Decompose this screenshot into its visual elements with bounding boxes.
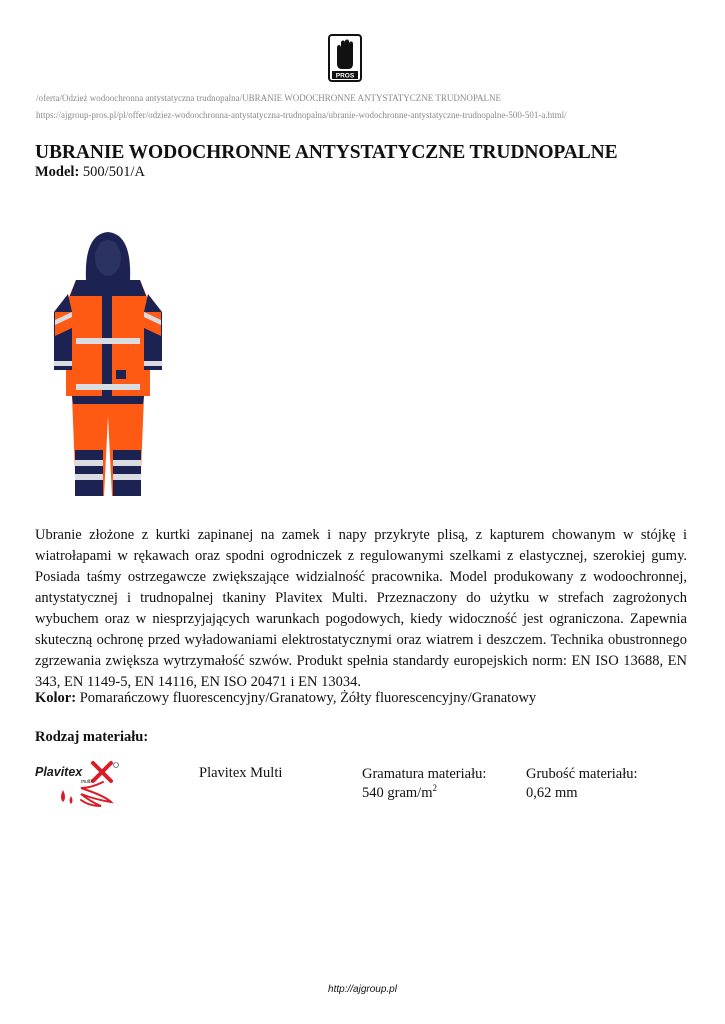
product-title: UBRANIE WODOCHRONNE ANTYSTATYCZNE TRUDNOPALNE (35, 142, 618, 163)
material-weight (362, 765, 486, 803)
product-image (50, 228, 166, 498)
plavitex-logo-text: Plavitex (35, 765, 83, 779)
material-weight-unit-sup: 2 (432, 783, 437, 794)
plavitex-logo-sub: multi (81, 779, 92, 785)
color-line (35, 690, 536, 707)
breadcrumb-path[interactable]: /oferta/Odzież wodoochronna antystatyczna trudnopalna/UBRANIE WODOCHRONNE ANTYSTATYCZNE TRUDNOPALNE (36, 93, 502, 103)
material-thickness (526, 765, 638, 803)
breadcrumb-url[interactable]: https://ajgroup-pros.pl/pl/offer/odziez-wodoochronna-antystatyczna-trudnopalna/ubranie-wodochronne-antystatyczne-trudnopalne-500-501-a.html/ (36, 110, 567, 120)
pros-logo-text: PROS (335, 72, 355, 80)
product-description: Ubranie złożone z kurtki zapinanej na zamek i napy przykryte plisą, z kapturem chowanym w stójkę i wiatrołapami w rękawach oraz spodni ogrodniczek z regulowanymi szelkami z elastycznej, szerokiej gumy. Posiada taśmy ostrzegawcze zwiększające widzialność pracownika. Model produkowany z wodoochronnej, antystatycznej i trudnopalnej tkaniny Plavitex Multi. Przeznaczony do użytku w strefach zagrożonych wybuchem oraz w niesprzyjających warunkach pogodowych, kiedy widoczność jest ograniczona. Zapewnia skuteczną ochronę przed wyładowaniami elektrostatycznymi oraz wiatrem i deszczem. Technika obustronnego zgrzewania zwiększa wytrzymałość szwów. Produkt spełnia standardy europejskich norm: EN ISO 13688, EN 343, EN 1149-5, EN 14116, EN ISO 20471 i EN 13034. (35, 527, 687, 690)
material-thickness-value: 0,62 mm (526, 785, 578, 801)
color-value: Pomarańczowy fluorescencyjny/Granatowy, Żółty fluorescencyjny/Granatowy (79, 690, 537, 706)
material-weight-label: Gramatura materiału: (362, 766, 487, 782)
pros-logo (328, 34, 362, 82)
material-weight-value: 540 gram/m (362, 785, 433, 801)
footer-url[interactable]: http://ajgroup.pl (328, 984, 397, 995)
material-name: Plavitex Multi (199, 765, 283, 781)
material-thickness-label: Grubość materiału: (526, 766, 638, 782)
model-value: 500/501/A (82, 164, 145, 180)
material-weight-value-line (362, 784, 486, 803)
color-label: Kolor: (35, 690, 77, 706)
material-heading: Rodzaj materiału: (35, 729, 149, 745)
model-line (35, 164, 145, 181)
model-label: Model: (35, 164, 80, 180)
plavitex-logo (33, 760, 123, 808)
